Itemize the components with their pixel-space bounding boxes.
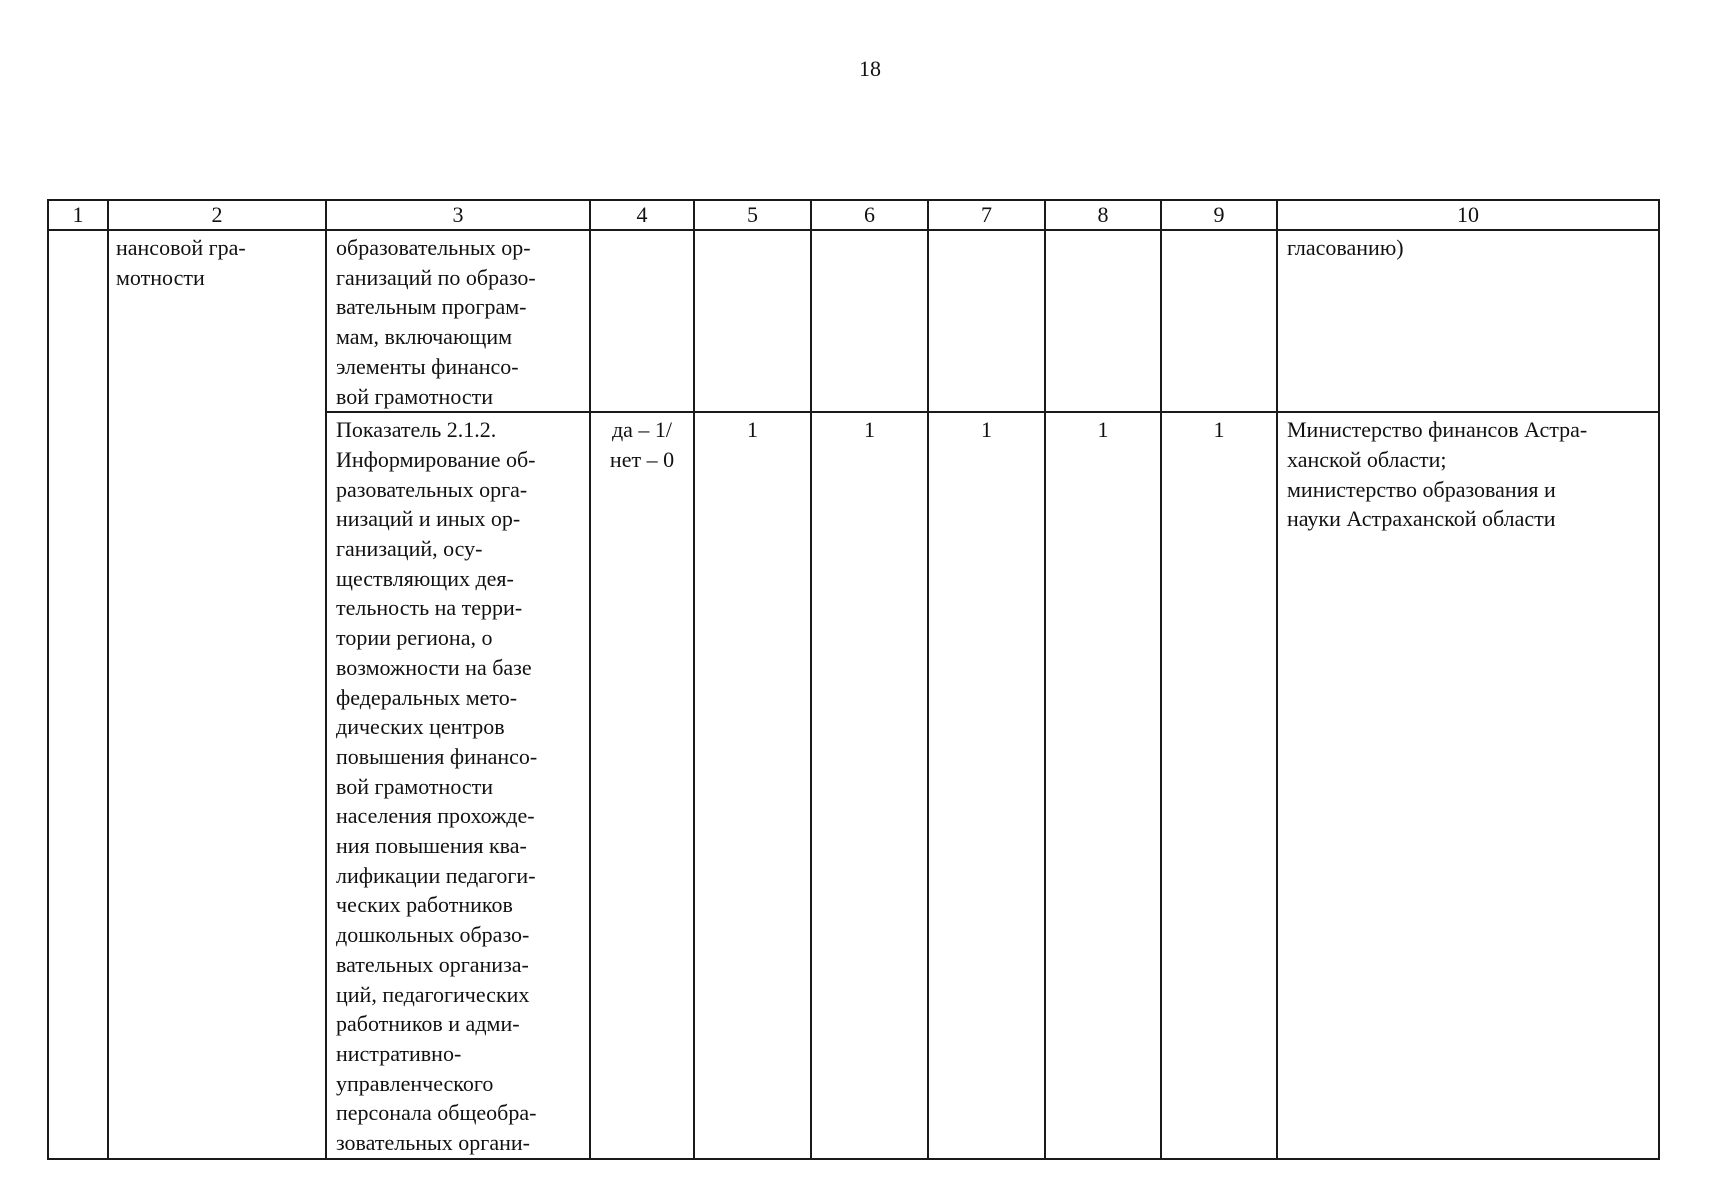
value-cell-9: [1161, 230, 1277, 412]
responsible-text: Министерство финансов Астра- ханской области; министерство образования и науки Астраханской области: [1287, 417, 1588, 532]
unit-cell: [590, 412, 694, 1159]
value-cell-7: 1: [928, 412, 1045, 1159]
page-number: 18: [859, 56, 881, 81]
table-row: [48, 230, 1659, 412]
header-col-9: 9: [1161, 200, 1277, 230]
row-number-cell: [48, 230, 108, 1159]
value-cell-7: [928, 230, 1045, 412]
value-cell-6: [811, 230, 928, 412]
header-col-6: 6: [811, 200, 928, 230]
header-col-5: 5: [694, 200, 811, 230]
value-cell-8: 1: [1045, 412, 1161, 1159]
header-col-3: 3: [326, 200, 590, 230]
indicator-name-cell: [326, 412, 590, 1159]
responsible-cell: [1277, 230, 1659, 412]
header-col-7: 7: [928, 200, 1045, 230]
header-col-2: 2: [108, 200, 326, 230]
unit-cell: [590, 230, 694, 412]
unit-text: да – 1/ нет – 0: [609, 417, 675, 472]
header-col-1: 1: [48, 200, 108, 230]
indicator-name-cell: [326, 230, 590, 412]
header-col-10: 10: [1277, 200, 1659, 230]
value-cell-8: [1045, 230, 1161, 412]
value-cell-9: 1: [1161, 412, 1277, 1159]
header-col-4: 4: [590, 200, 694, 230]
indicator-name-text: Показатель 2.1.2. Информирование об- разовательных орга- низаций и иных ор- ганизаций, осу- ществляющих дея- тельность на терри- тории региона, о возможности на базе федеральных мето- дических центров повышения финансо- вой грамотности населения прохожде- ния повышения ква- лификации педагоги- ческих работников дошкольных образо- вательных организа- ций, педагогических работников и адми- нистративно- управленческого персонала общеобра- зовательных органи-: [336, 417, 538, 1156]
goal-name-cell: [108, 230, 326, 1159]
header-row: [48, 200, 1659, 230]
value-cell-6: 1: [811, 412, 928, 1159]
value-cell-5: [694, 230, 811, 412]
indicator-table: [47, 199, 1660, 1160]
responsible-text: гласованию): [1287, 235, 1404, 260]
responsible-cell: [1277, 412, 1659, 1159]
header-col-8: 8: [1045, 200, 1161, 230]
goal-name-text: нансовой гра- мотности: [116, 235, 246, 290]
indicator-name-text: образовательных ор- ганизаций по образо- вательным програм- мам, включающим элементы финансо- вой грамотности: [336, 235, 536, 409]
value-cell-5: 1: [694, 412, 811, 1159]
